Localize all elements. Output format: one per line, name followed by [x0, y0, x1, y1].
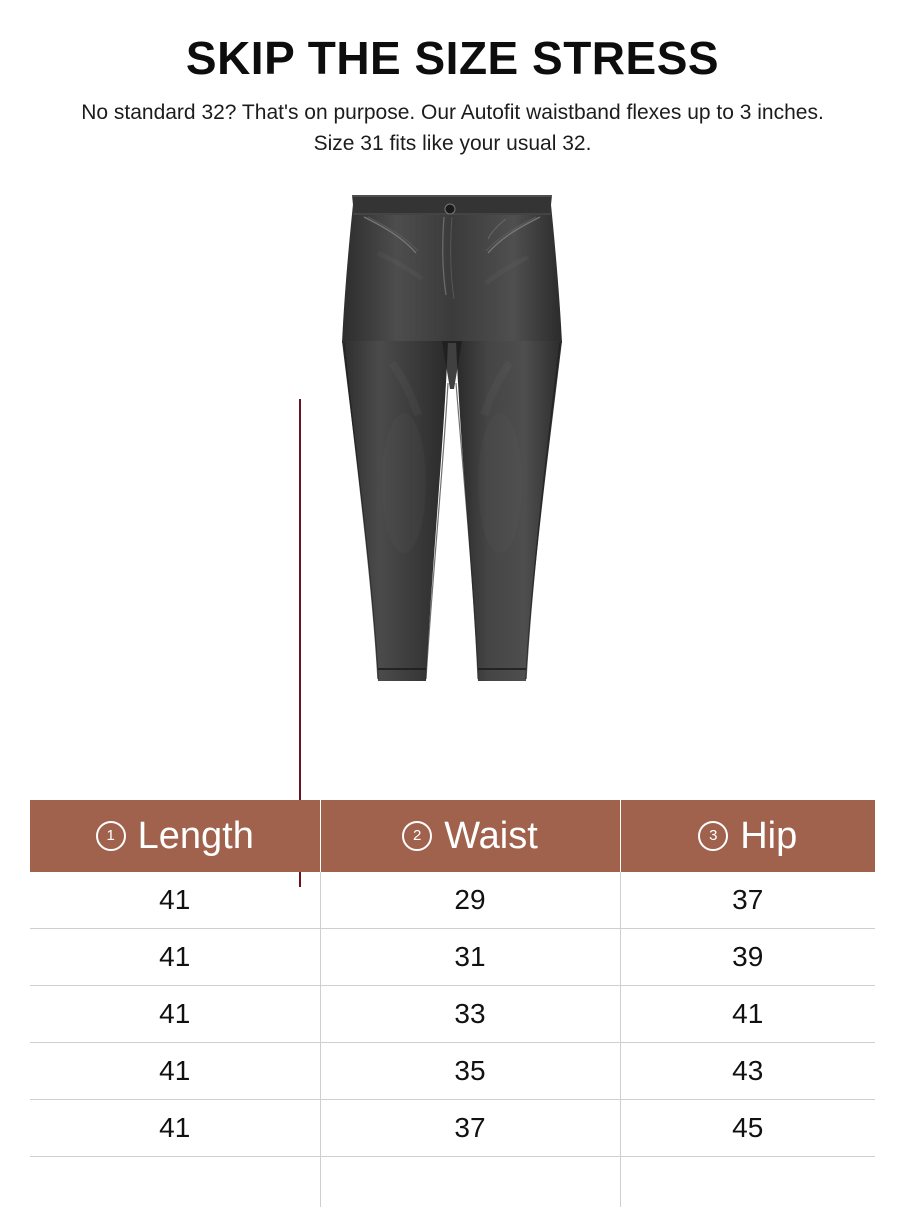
cell-hip: 45: [620, 1100, 875, 1157]
cell-length: 41: [30, 1100, 320, 1157]
cell-waist: 33: [320, 986, 620, 1043]
column-header-length: [30, 800, 320, 872]
column-header-waist: [320, 800, 620, 872]
jeans-image: [292, 183, 612, 703]
badge-3-icon: 3: [698, 821, 728, 851]
table-row: [30, 872, 875, 929]
cell-waist: 31: [320, 929, 620, 986]
cell-length: 41: [30, 986, 320, 1043]
cell-waist: 29: [320, 872, 620, 929]
cell-hip: 43: [620, 1043, 875, 1100]
cell-length: 41: [30, 872, 320, 929]
cell-empty: [320, 1157, 620, 1207]
table-row: [30, 1100, 875, 1157]
column-header-hip: [620, 800, 875, 872]
table-row-empty: [30, 1157, 875, 1207]
product-illustration-area: [0, 173, 905, 773]
table-row: [30, 929, 875, 986]
cell-length: 41: [30, 929, 320, 986]
cell-hip: 41: [620, 986, 875, 1043]
table-row: [30, 986, 875, 1043]
cell-empty: [30, 1157, 320, 1207]
badge-2-icon: 2: [402, 821, 432, 851]
column-header-hip-label: Hip: [740, 815, 797, 858]
table-header-row: [30, 800, 875, 872]
table-row: [30, 1043, 875, 1100]
page-subtitle: No standard 32? That's on purpose. Our Autofit waistband flexes up to 3 inches. Size 31 fits like your usual 32.: [73, 98, 833, 159]
badge-1-icon: 1: [96, 821, 126, 851]
size-chart-table: [30, 800, 875, 1207]
column-header-length-label: Length: [138, 815, 254, 858]
cell-empty: [620, 1157, 875, 1207]
cell-waist: 37: [320, 1100, 620, 1157]
column-header-waist-label: Waist: [444, 815, 538, 858]
cell-hip: 39: [620, 929, 875, 986]
page-title: SKIP THE SIZE STRESS: [0, 0, 905, 82]
cell-hip: 37: [620, 872, 875, 929]
cell-waist: 35: [320, 1043, 620, 1100]
cell-length: 41: [30, 1043, 320, 1100]
